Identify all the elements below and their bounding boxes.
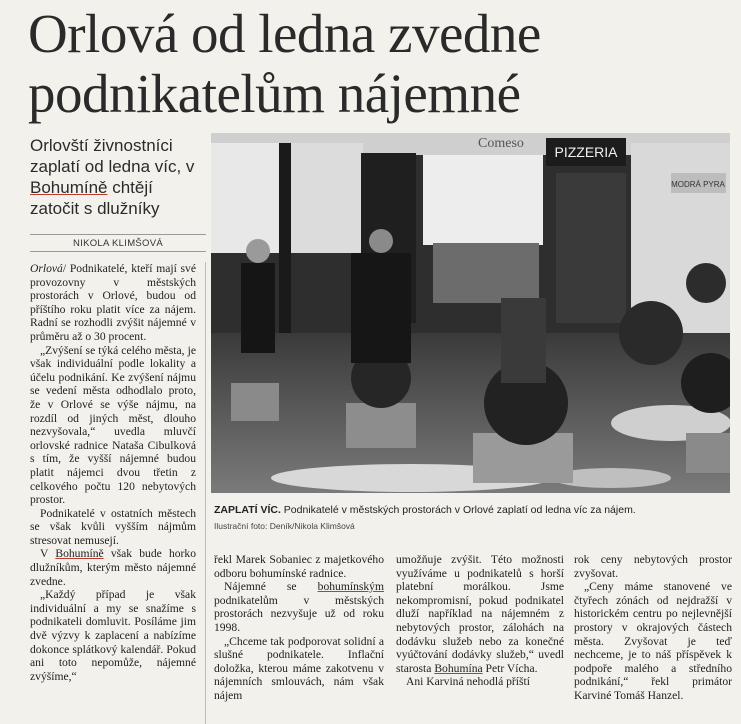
caption-text: Podnikatelé v městských prostorách v Orlové zaplatí od ledna víc za nájem.	[280, 504, 636, 516]
paragraph: „Každý případ je však individuální a my se snažíme s podnikateli domluvit. Posíláme jim dvě výzvy k zaplacení a nabízíme dokonce splátkový kalendář. Pokud ani toto nepomůže, nájemné zvýšíme,“	[30, 588, 196, 683]
paragraph: V Bohumíně však bude horko dlužníkům, kterým město nájemné zvedne.	[30, 547, 196, 588]
paragraph: „Ceny máme stanovené ve čtyřech zónách od nejdražší v historickém centru po nejlevnější prostory v okrajových částech města. Zvyšovat je teď nechceme, je to náš příspěvek k podpoře malého a středního podnikání,“ řekl primátor Karviné Tomáš Hanzel.	[574, 580, 732, 702]
paragraph: řekl Marek Sobaniec z majetkového odboru bohumínské radnice.	[214, 553, 384, 580]
photo-credit: Ilustrační foto: Deník/Nikola Klimšová	[214, 521, 355, 531]
headline-line-1: Orlová od ledna zvedne	[28, 3, 541, 64]
caption-lead: ZAPLATÍ VÍC.	[214, 504, 281, 516]
column-4	[574, 553, 732, 703]
paragraph: Ani Karviná nehodlá příští	[406, 675, 530, 689]
sign-top: Comeso	[478, 136, 524, 151]
article-deck	[30, 135, 206, 219]
paragraph: umožňuje zvýšit. Této možnosti využíváme u podnikatelů s horší platební morálkou. Jsme nekompromisní, pokud podnikatel dluží například na nájemném z nebytových prostor, zálohách na dodávku služeb nebo za konečné vyúčtování dodávky služeb,“ uvedl starosta Bohumína Petr Vícha.	[396, 553, 564, 675]
article-photo	[211, 133, 730, 493]
deck-part-1: Orlovští živnostníci zaplatí od ledna víc, v	[30, 136, 195, 176]
deck-part-2: chtějí zatočit s dlužníky	[30, 178, 160, 218]
paragraph: rok ceny nebytových prostor zvyšovat.	[574, 553, 732, 580]
article-headline	[28, 4, 728, 124]
column-divider	[205, 262, 206, 724]
paragraph: Podnikatelé v ostatních městech se však kvůli vyšším nájmům stresovat nemusejí.	[30, 506, 196, 547]
deck-city: Bohumíně	[30, 178, 108, 197]
street-scene-photo	[211, 133, 730, 493]
photo-caption	[214, 504, 730, 517]
paragraph: „Zvýšení se týká celého města, je však individuální podle lokality a účelu podnikání. Ke zvýšení nájmu se vedení města odhodlalo proto, že v Orlové se výše nájmu, na rozdíl od jiných měst, dlouho nezvyšovala,“ uvedla mluvčí orlovské radnice Nataša Cibulková s tím, že vyšší nájemné budou platit nájemci dvou třetin z celkového počtu 120 nebytových prostor.	[30, 343, 196, 507]
byline: NIKOLA KLIMŠOVÁ	[30, 234, 206, 252]
headline-line-2: podnikatelům nájemné	[28, 63, 521, 124]
dateline: Orlová	[30, 262, 63, 275]
sign-modra: MODRÁ PYRA	[671, 180, 725, 189]
column-2	[214, 553, 384, 703]
column-3	[396, 553, 564, 689]
sign-pizzeria: PIZZERIA	[554, 144, 618, 160]
paragraph: „Chceme tak podporovat solidní a slušné podnikatele. Inflační doložka, kterou máme zakotvenu v nájemních smlouvách, nám však nájem	[214, 634, 384, 702]
column-1	[30, 262, 196, 683]
paragraph: Nájemné se bohumínským podnikatelům v městských prostorách nezvyšuje už od roku 1998.	[214, 580, 384, 634]
paragraph: Orlová/ Podnikatelé, kteří mají své provozovny v městských prostorách v Orlové, budou od příštího roku platit více za nájem. Radní se rozhodli zvýšit nájemné v průměru až o 30 procent.	[30, 262, 196, 343]
